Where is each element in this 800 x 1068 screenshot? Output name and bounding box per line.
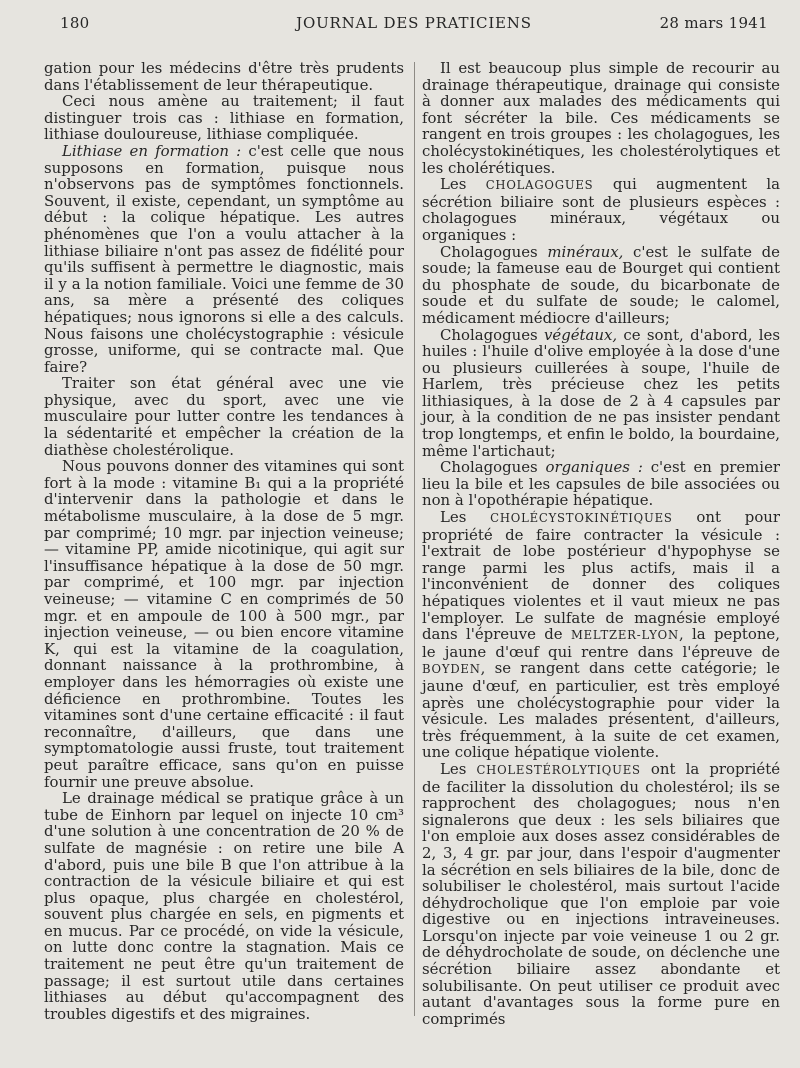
text: Cholagogues <box>440 458 546 477</box>
text: ont pour propriété de faire contracter la vésicule : l'extrait de lobe postérieur d'hypophyse se range parmi les plus actifs, mais il a l'inconvénient de donner des coliques hépatiques violentes et il vaut mieux ne pas l'employer. Le sulfate de magnésie employé dans l'épreuve de <box>422 508 780 644</box>
text: ce sont, d'abord, les huiles : l'huile d'olive employée à la dose d'une ou plusieurs cuillerées à soupe, l'huile de Harlem, très précieuse chez les petits lithiasiques, à la dose de 2 à 4 capsules par jour, à la condition de ne pas insister pendant trop longtemps, et enfin le boldo, la bourdaine, même l'artichaut; <box>422 325 780 460</box>
text: Cholagogues <box>440 242 548 261</box>
text: qui augmentent la sécrétion biliaire sont de plusieurs espèces : cholagogues minéraux, végétaux ou organiques : <box>422 175 780 244</box>
paragraph <box>44 143 404 375</box>
paragraph <box>422 176 780 243</box>
text: , se rangent dans cette catégorie; le jaune d'œuf, en particulier, est très employé après une cholécystographie pour vider la vésicule. Les malades présentent, d'ailleurs, très fréquemment, à la suite de cet examen, une colique hépatique violente. <box>422 659 780 762</box>
italic-term: végétaux, <box>543 325 618 344</box>
text: ont la propriété de faciliter la dissolution du cholestérol; ils se rapprochent des cholagogues; nous n'en signalerons que deux : les sels biliaires que l'on emploie aux doses assez considérables de 2, 3, 4 gr. par jour, dans l'espoir d'augmenter la sécrétion en sels biliaires de la bile, donc de solubiliser le cholestérol, mais surtout l'acide déhydrocholique que l'on emploie par voie digestive ou en injections intraveineuses. Lorsqu'on injecte par voie veineuse 1 ou 2 gr. de déhydrocholate de soude, on déclenche une sécrétion biliaire assez abondante et solubilisante. On peut utiliser ce produit avec autant d'avantages sous la forme pure en comprimés <box>422 759 781 1028</box>
paragraph <box>422 327 780 460</box>
text: , la peptone, le jaune d'œuf qui rentre dans l'épreuve de <box>422 625 780 661</box>
paragraph-text: c'est celle que nous supposons en formation, puisque nous n'observons pas de symptômes fonctionnels. Souvent, il existe, cependant, un symptôme au début : la colique hépatique. Les autres phénomènes que l'on a voulu attacher à la lithiase biliaire n'ont pas assez de fidélité pour qu'ils suffisent à permettre le diagnostic, mais il y a la notion familiale. Voici une femme de 30 ans, sa mère a présenté des coliques hépatiques; nous ignorons si elle a des calculs. Nous faisons une cholécystographie : vésicule grosse, uniforme, qui se contracte mal. Que faire? <box>44 141 404 376</box>
paragraph <box>422 509 780 761</box>
paragraph: Traiter son état général avec une vie physique, avec du sport, avec une vie musculaire pour lutter contre les tendances à la sédentarité et empêcher la création de la diathèse cholestérolique. <box>44 374 404 459</box>
term-cholesterolytiques: CHOLESTÉROLYTIQUES <box>476 762 641 777</box>
text: Les <box>440 175 486 194</box>
journal-title: JOURNAL DES PRATICIENS <box>296 14 532 32</box>
right-column <box>422 60 780 1027</box>
paragraph: Le drainage médical se pratique grâce à un tube de Einhorn par lequel on injecte 10 cm³ d'une solution à une concentration de 20 % de sulfate de magnésie : on retire une bile A d'abord, puis une bile B que l'on attribue à la contraction de la vésicule biliaire et qui est plus opaque, plus chargée en cholestérol, souvent plus chargée en sels, en pigments et en mucus. Par ce procédé, on vide la vésicule, on lutte donc contre la stagnation. Mais ce traitement ne peut être qu'un traitement de passage; il est surtout utile dans certaines lithiases au début qu'accompagnent des troubles digestifs et des migraines. <box>44 789 404 1023</box>
left-column <box>44 60 404 1022</box>
paragraph <box>422 459 780 509</box>
text: c'est en premier lieu la bile et les capsules de bile associées ou non à l'opothérapie hépatique. <box>422 458 780 510</box>
paragraph: Ceci nous amène au traitement; il faut distinguer trois cas : lithiase en formation, lithiase douloureuse, lithiase compliquée. <box>44 92 404 144</box>
italic-term: minéraux, <box>547 242 624 261</box>
paragraph <box>422 761 780 1028</box>
text: Cholagogues <box>440 325 544 344</box>
term-cholagogues: CHOLAGOGUES <box>485 178 594 193</box>
paragraph: Il est beaucoup plus simple de recourir au drainage thérapeutique, drainage qui consiste à donner aux malades des médicaments qui font sécréter la bile. Ces médicaments se rangent en trois groupes : les cholagogues, les cholécystokinétiques, les cholestérolytiques et les cholérétiques. <box>422 59 780 177</box>
column-divider <box>414 62 415 1016</box>
text: Les <box>440 508 491 527</box>
text: c'est le sulfate de soude; la fameuse eau de Bourget qui contient du phosphate de soude, du bicarbonate de soude et du sulfate de soude; le calomel, médicament médiocre d'ailleurs; <box>422 242 780 327</box>
italic-term: organiques : <box>545 458 643 477</box>
term-cholecystokinetiques: CHOLÉCYSTOKINÉTIQUES <box>490 511 673 526</box>
issue-date: 28 mars 1941 <box>659 14 768 32</box>
text: Les <box>440 759 477 778</box>
paragraph <box>422 244 780 327</box>
name-meltzer-lyon: MELTZER-LYON <box>570 628 679 643</box>
paragraph: gation pour les médecins d'être très prudents dans l'établissement de leur thérapeutique. <box>44 59 404 94</box>
name-boyden: BOYDEN <box>422 662 481 677</box>
italic-heading: Lithiase en formation : <box>62 141 242 160</box>
page-header <box>60 14 768 38</box>
paragraph: Nous pouvons donner des vitamines qui sont fort à la mode : vitamine B₁ qui a la propriété d'intervenir dans la pathologie et dans le métabolisme musculaire, à la dose de 5 mgr. par comprimé; 10 mgr. par injection veineuse; — vitamine PP, amide nicotinique, qui agit sur l'insuffisance hépatique à la dose de 50 mgr. par comprimé, et 100 mgr. par injection veineuse; — vitamine C en comprimés de 50 mgr. et en ampoule de 100 à 500 mgr., par injection veineuse, — ou bien encore vitamine K, qui est la vitamine de la coagulation, donnant naissance à la prothrombine, à employer dans les hémorragies où existe une déficience en prothrombine. Toutes les vitamines sont d'une certaine efficacité : il faut reconnaître, d'ailleurs, que dans une symptomatologie aussi fruste, tout traitement peut paraître efficace, sans qu'on en puisse fournir une preuve absolue. <box>44 457 404 791</box>
page-number: 180 <box>60 14 90 32</box>
